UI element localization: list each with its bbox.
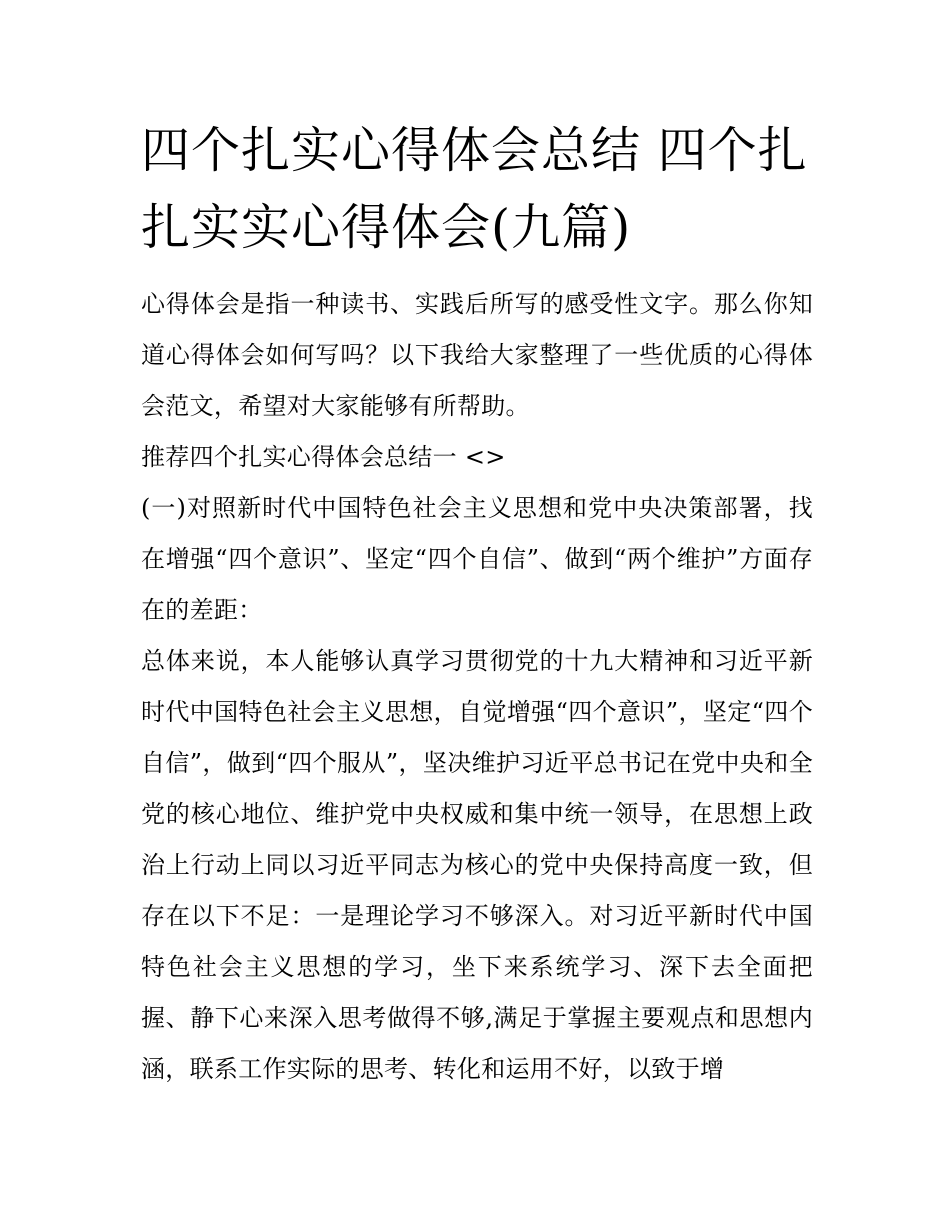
document-body <box>141 279 813 1095</box>
section-subheading: (一)对照新时代中国特色社会主义思想和党中央决策部署，找在增强“四个意识”、坚定“四个自信”、做到“两个维护”方面存在的差距： <box>141 494 813 624</box>
document-title: 四个扎实心得体会总结 四个扎扎实实心得体会(九篇) <box>141 122 808 256</box>
body-paragraph: 总体来说，本人能够认真学习贯彻党的十九大精神和习近平新时代中国特色社会主义思想，自觉增强“四个意识”，坚定“四个自信”，做到“四个服从”，坚决维护习近平总书记在党中央和全党的核心地位、维护党中央权威和集中统一领导，在思想上政治上行动上同以习近平同志为核心的党中央保持高度一致，但存在以下不足：一是理论学习不够深入。对习近平新时代中国特色社会主义思想的学习，坐下来系统学习、深下去全面把握、静下心来深入思考做得不够,满足于掌握主要观点和思想内涵，联系工作实际的思考、转化和运用不好，以致于增 <box>141 647 813 1083</box>
intro-paragraph: 心得体会是指一种读书、实践后所写的感受性文字。那么你知道心得体会如何写吗？以下我给大家整理了一些优质的心得体会范文，希望对大家能够有所帮助。 <box>141 290 813 420</box>
section-heading: 推荐四个扎实心得体会总结一 <> <box>141 443 506 471</box>
